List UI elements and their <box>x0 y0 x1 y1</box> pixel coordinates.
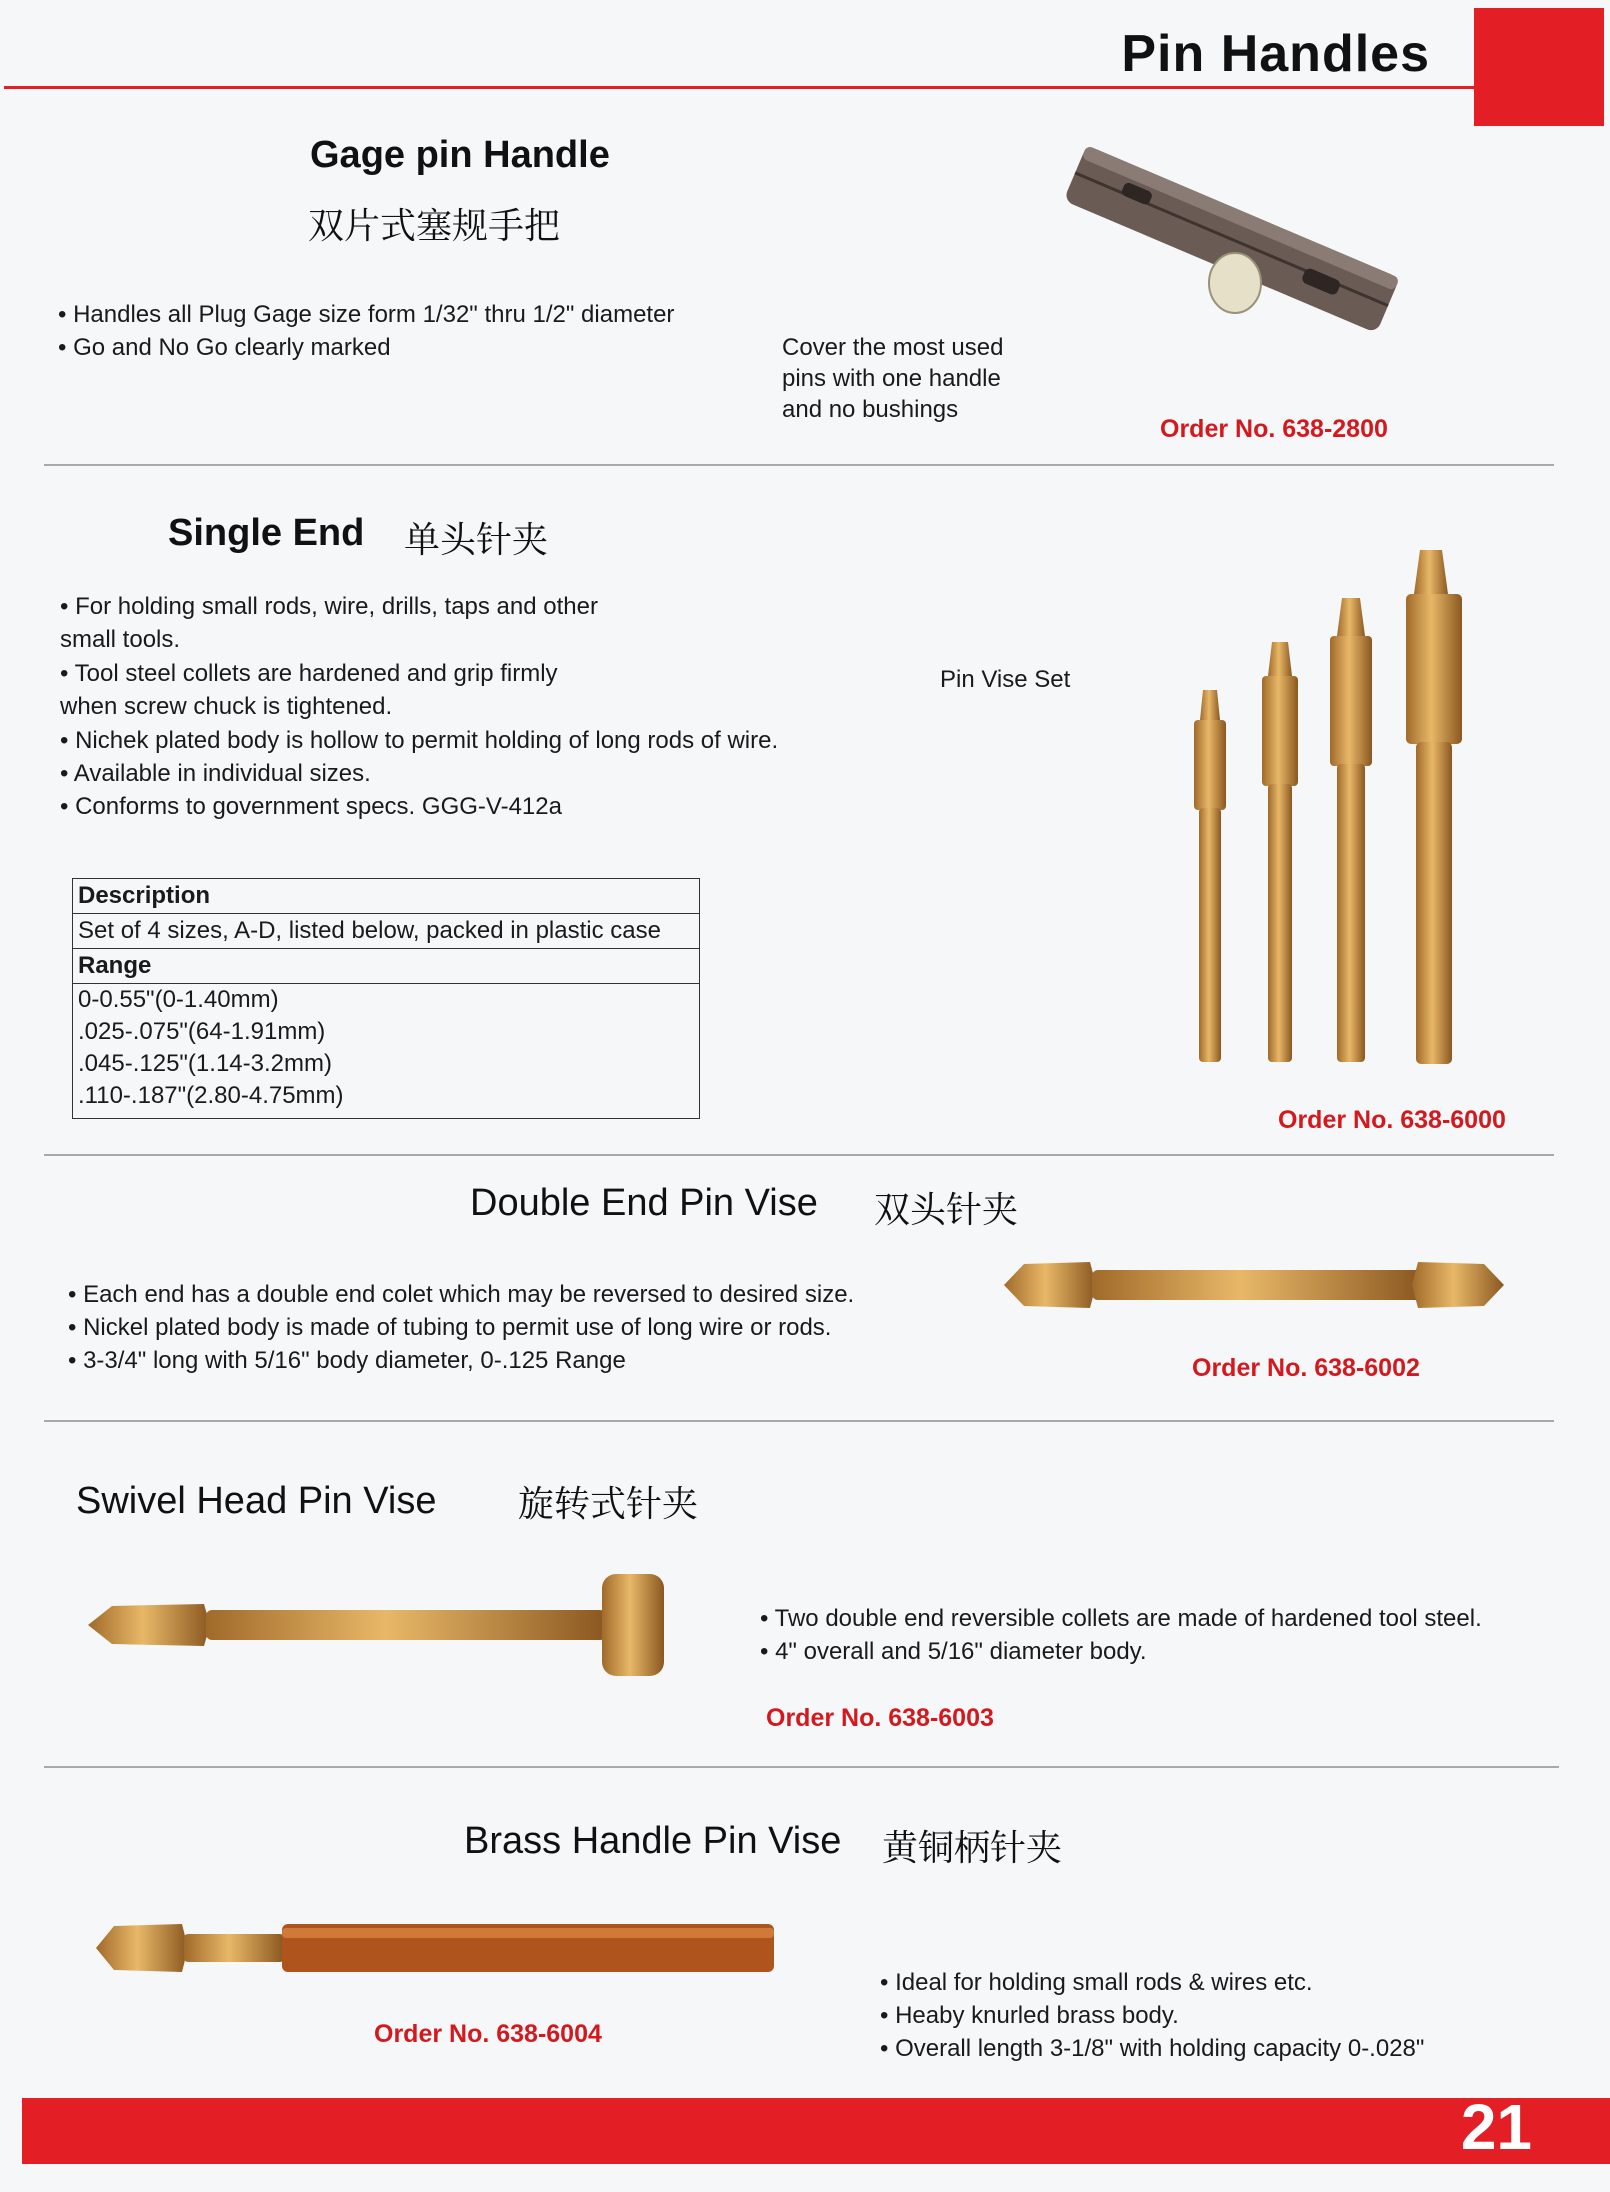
gage-order-number: Order No. 638-2800 <box>1160 415 1388 443</box>
double-bullets <box>68 1278 854 1377</box>
bullet: • 3-3/4" long with 5/16" body diameter, 0-.125 Range <box>68 1347 626 1374</box>
spec-table <box>72 878 700 1119</box>
brass-handle-pin-vise-image <box>92 1910 778 1986</box>
double-title-cn: 双头针夹 <box>874 1190 1019 1231</box>
footer-bar <box>22 2098 1610 2164</box>
table-row-range: .025-.075"(64-1.91mm) <box>73 1016 700 1048</box>
table-header-description: Description <box>73 879 700 914</box>
page-number: 21 <box>1460 2091 1532 2163</box>
section-divider <box>44 1766 1559 1768</box>
section-divider <box>44 1154 1554 1156</box>
table-row-range: 0-0.55"(0-1.40mm) <box>73 984 700 1017</box>
double-order-number: Order No. 638-6002 <box>1192 1354 1420 1382</box>
single-bullets <box>60 590 820 823</box>
table-row-range: .110-.187"(2.80-4.75mm) <box>73 1080 700 1119</box>
gage-bullets <box>58 298 674 364</box>
swivel-title: Swivel Head Pin Vise <box>76 1480 437 1522</box>
section-divider <box>44 464 1554 466</box>
bullet: • For holding small rods, wire, drills, taps and other small tools. <box>60 593 598 653</box>
bullet: • Two double end reversible collets are made of hardened tool steel. <box>760 1605 1482 1632</box>
single-order-number: Order No. 638-6000 <box>1278 1106 1506 1134</box>
double-end-pin-vise-image <box>1000 1250 1510 1320</box>
header-rule <box>4 86 1474 89</box>
table-cell-description: Set of 4 sizes, A-D, listed below, packed in plastic case <box>73 914 700 949</box>
bullet: • Available in individual sizes. <box>60 760 371 787</box>
bullet: • Overall length 3-1/8" with holding capacity 0-.028" <box>880 2035 1425 2062</box>
pin-vise-set-image <box>1180 550 1510 1080</box>
caption-line: pins with one handle <box>782 365 1001 392</box>
bullet: • Handles all Plug Gage size form 1/32" thru 1/2" diameter <box>58 301 675 328</box>
gage-title: Gage pin Handle <box>310 134 610 176</box>
swivel-title-cn: 旋转式针夹 <box>518 1484 699 1525</box>
double-title: Double End Pin Vise <box>470 1182 818 1224</box>
swivel-bullets <box>760 1602 1482 1668</box>
bullet: • Conforms to government specs. GGG-V-412a <box>60 793 562 820</box>
table-header-range: Range <box>73 949 700 984</box>
bullet: • Tool steel collets are hardened and grip firmly when screw chuck is tightened. <box>60 660 558 720</box>
brass-title-cn: 黄铜柄针夹 <box>882 1828 1063 1869</box>
single-title-cn: 单头针夹 <box>404 520 549 561</box>
page-title: Pin Handles <box>1121 25 1430 83</box>
header-accent-block <box>1474 8 1604 126</box>
brass-title: Brass Handle Pin Vise <box>464 1820 842 1862</box>
caption-line: Cover the most used <box>782 334 1004 361</box>
bullet: • Nickel plated body is made of tubing to permit use of long wire or rods. <box>68 1314 832 1341</box>
caption-line: and no bushings <box>782 396 959 423</box>
gage-caption <box>782 332 1003 425</box>
brass-bullets <box>880 1966 1424 2065</box>
swivel-order-number: Order No. 638-6003 <box>766 1704 994 1732</box>
bullet: • 4" overall and 5/16" diameter body. <box>760 1638 1147 1665</box>
pin-vise-set-label: Pin Vise Set <box>940 666 1071 693</box>
bullet: • Each end has a double end colet which may be reversed to desired size. <box>68 1281 855 1308</box>
bullet: • Nichek plated body is hollow to permit holding of long rods of wire. <box>60 727 779 754</box>
section-divider <box>44 1420 1554 1422</box>
swivel-head-pin-vise-image <box>84 1570 670 1680</box>
bullet: • Ideal for holding small rods & wires etc. <box>880 1969 1313 1996</box>
bullet: • Go and No Go clearly marked <box>58 334 391 361</box>
table-row-range: .045-.125"(1.14-3.2mm) <box>73 1048 700 1080</box>
brass-order-number: Order No. 638-6004 <box>374 2020 602 2048</box>
gage-title-cn: 双片式塞规手把 <box>308 206 561 247</box>
gage-handle-image <box>1040 135 1440 375</box>
bullet: • Heaby knurled brass body. <box>880 2002 1179 2029</box>
single-title: Single End <box>168 512 365 554</box>
